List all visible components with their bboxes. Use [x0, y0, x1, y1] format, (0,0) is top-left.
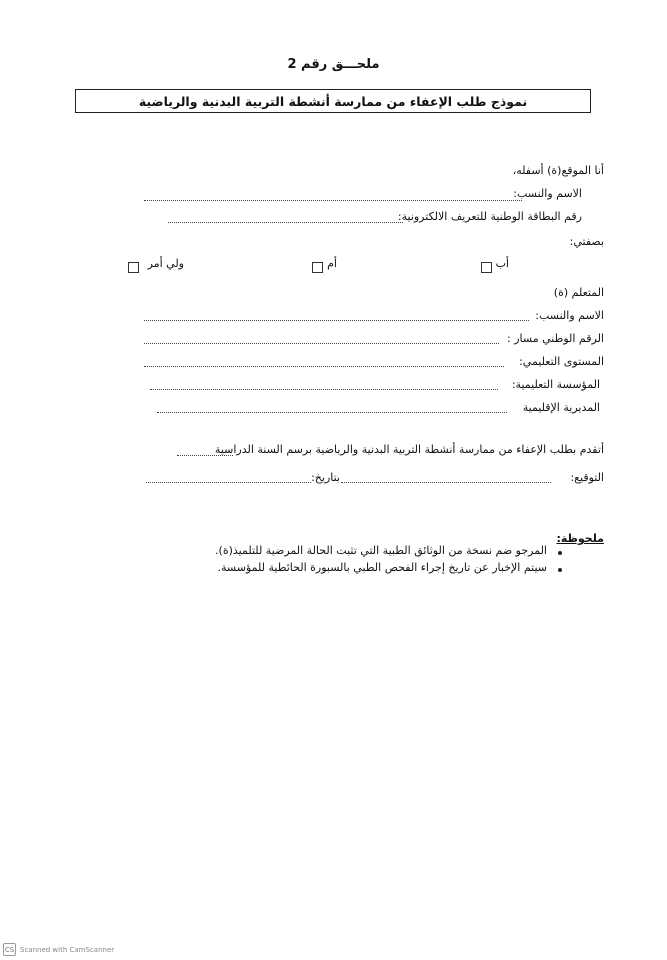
capacity-mother-checkbox[interactable] [312, 262, 323, 273]
student-level-label: المستوى التعليمي: [519, 355, 604, 368]
signatory-cnie-field[interactable] [168, 222, 403, 223]
bullet-1 [558, 551, 562, 555]
camscanner-watermark: Scanned with CamScanner [20, 946, 115, 954]
student-directorate-label: المديرية الإقليمية [522, 401, 600, 414]
note-item-1: المرجو ضم نسخة من الوثائق الطبية التي تثبت الحالة المرضية للتلميذ(ة). [215, 544, 547, 557]
capacity-option-mother-label: أم [327, 257, 337, 270]
student-heading: المتعلم (ة) [553, 286, 604, 299]
student-name-label: الاسم والنسب: [535, 309, 604, 322]
date-field[interactable] [146, 482, 311, 483]
student-school-field[interactable] [150, 389, 498, 390]
date-label: بتاريخ: [311, 471, 340, 484]
request-text: أتقدم بطلب الإعفاء من ممارسة أنشطة التربية البدنية والرياضية برسم السنة الدراسية [214, 443, 604, 456]
signatory-intro: أنا الموقع(ة) أسفله، [512, 164, 604, 177]
student-directorate-field[interactable] [157, 412, 507, 413]
note-item-2: سيتم الإخبار عن تاريخ إجراء الفحص الطبي بالسبورة الحائطية للمؤسسة. [217, 561, 547, 574]
signatory-name-label: الاسم والنسب: [513, 187, 582, 200]
capacity-guardian-checkbox[interactable] [128, 262, 139, 273]
capacity-option-father-label: أب [495, 257, 509, 270]
capacity-father-checkbox[interactable] [481, 262, 492, 273]
student-school-label: المؤسسة التعليمية: [511, 378, 600, 391]
signature-label: التوقيع: [570, 471, 604, 484]
bullet-2 [558, 568, 562, 572]
student-name-field[interactable] [144, 320, 529, 321]
student-level-field[interactable] [144, 366, 504, 367]
annex-number: ملحـــق رقم 2 [287, 57, 380, 72]
student-massar-label: الرقم الوطني مسار : [507, 332, 604, 345]
camscanner-logo-icon: CS [3, 943, 16, 956]
signature-field[interactable] [341, 482, 551, 483]
form-title: نموذج طلب الإعفاء من ممارسة أنشطة التربية البدنية والرياضية [75, 89, 591, 113]
notes-title: ملحوظة: [556, 532, 604, 545]
school-year-field[interactable] [177, 455, 233, 456]
student-massar-field[interactable] [144, 343, 499, 344]
signatory-name-field[interactable] [144, 200, 522, 201]
capacity-label: بصفتي: [569, 235, 604, 248]
capacity-option-guardian-label: ولي أمر [147, 257, 184, 270]
signatory-cnie-label: رقم البطاقة الوطنية للتعريف الالكترونية: [397, 210, 582, 223]
